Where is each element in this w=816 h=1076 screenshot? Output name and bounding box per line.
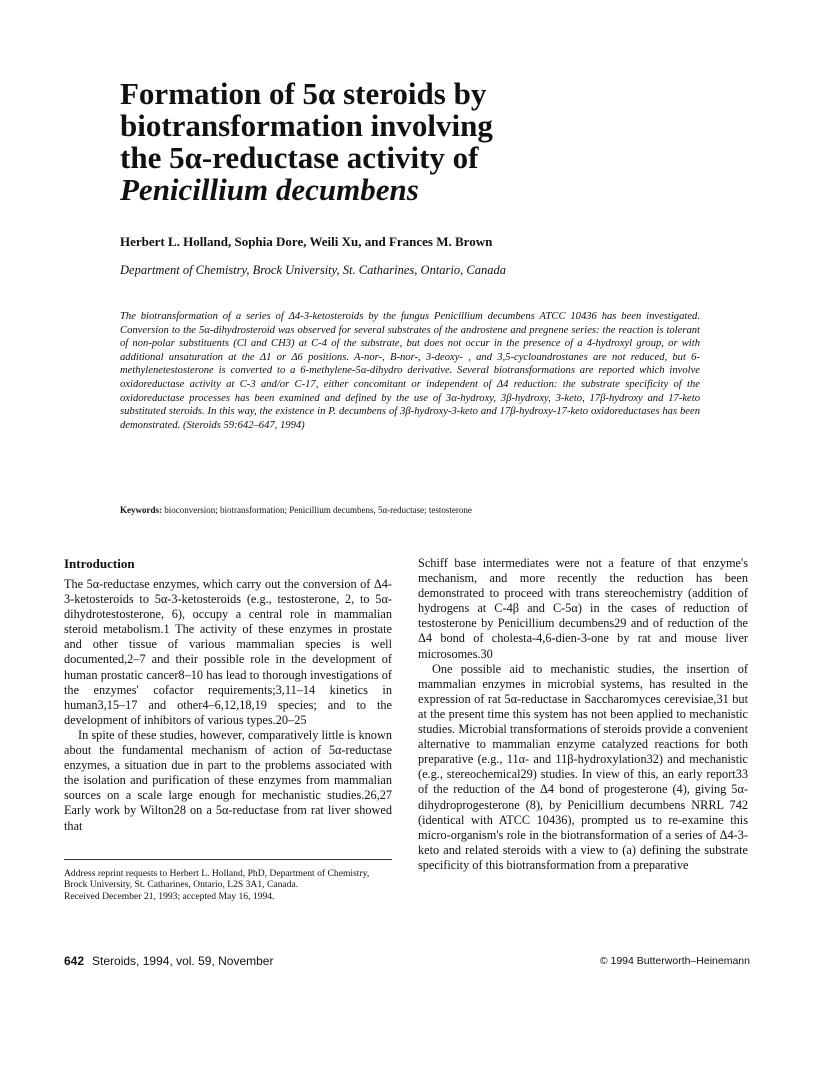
page-number: 642 bbox=[64, 954, 85, 968]
page-footer-left bbox=[64, 954, 273, 968]
article-title bbox=[120, 78, 640, 206]
copyright: © 1994 Butterworth–Heinemann bbox=[599, 955, 750, 967]
right-column bbox=[418, 556, 748, 873]
intro-paragraph-1: The 5α-reductase enzymes, which carry out the conversion of Δ4-3-ketosteroids to 5α-3-ketosteroids (e.g., testosterone, 2, to 5α-dihydrotestosterone, 6), occupy a central role in mammalian steroid metabolism.1 The activity of these enzymes in prostate and other tissue of various mammalian species is well documented,2–7 and their possible role in the development of human prostatic cancer8–10 has lead to thorough investigations of the enzymes' cofactor requirements;3,11–14 kinetics in human3,15–17 and other4–6,12,18,19 species; and to the development of inhibitors of various types.20–25 bbox=[64, 577, 392, 727]
left-column bbox=[64, 556, 392, 834]
title-line-4: Penicillium decumbens bbox=[120, 172, 419, 207]
right-paragraph-1: Schiff base intermediates were not a feature of that enzyme's mechanism, and more recently the reduction has been demonstrated to proceed with trans stereochemistry (addition of hydrogens at C-4β and C-5α) in the cases of reduction of testosterone by Penicillium decumbens29 and of reduction of the Δ4 bond of cholesta-4,6-dien-3-one by rat and mouse liver microsomes.30 bbox=[418, 556, 748, 661]
footnote bbox=[64, 868, 394, 902]
title-line-3: the 5α-reductase activity of bbox=[120, 140, 479, 175]
keywords bbox=[120, 505, 720, 515]
footnote-divider bbox=[64, 859, 392, 860]
keywords-label: Keywords: bbox=[120, 505, 162, 515]
keywords-text: bioconversion; biotransformation; Penicillium decumbens, 5α-reductase; testosterone bbox=[164, 505, 472, 515]
footnote-received: Received December 21, 1993; accepted May 16, 1994. bbox=[64, 890, 275, 902]
title-line-2: biotransformation involving bbox=[120, 108, 493, 143]
right-paragraph-2: One possible aid to mechanistic studies, the insertion of mammalian enzymes in microbial systems, has resulted in the expression of rat 5α-reductase in Saccharomyces cerevisiae,31 but at the present time this system has not been applied to mechanistic studies. Microbial transformations of steroids provide a convenient alternative to mammalian enzyme catalyzed reactions for both preparative (e.g., 11α- and 11β-hydroxylation32) and mechanistic (e.g., stereochemical29) studies. In view of this, an early report33 of the reduction of the Δ4 bond of progesterone (4), giving 5α-dihydroprogesterone (8), by Penicillium decumbens NRRL 742 (identical with ATCC 10436), prompted us to re-examine this micro-organism's role in the biotransformation of a series of Δ4-3-keto and related steroids with a view to (a) defining the substrate specificity of this biotransformation from a preparative bbox=[418, 661, 748, 872]
section-heading-introduction: Introduction bbox=[64, 556, 135, 571]
abstract: The biotransformation of a series of Δ4-3-ketosteroids by the fungus Penicillium decumbens ATCC 10436 has been investigated. Conversion to the 5α-dihydrosteroid was observed for several substrates of the androstene and pregnene series: the reaction is tolerant of non-polar substituents (Cl and CH3) at C-4 of the substrate, but does not occur in the presence of a 4-hydroxyl group, or with additional unsaturation at the Δ1 or Δ6 positions. A-nor-, B-nor-, 3-deoxy- , and 3,5-cycloandrostanes are not reduced, but 6-methylenetestosterone is converted to a 6-methylene-5α-dihydro derivative. Several biotransformations are reported which involve oxidoreductase activity at C-3 and/or C-17, either concomitant or independent of Δ4 reduction: the substrate specificity of the oxidoreductase processes has been examined and defined by the use of 3α-hydroxy, 3β-hydroxy, 3-keto, 17β-hydroxy and 17-keto substituted steroids. In this way, the existence in P. decumbens of 3β-hydroxy-3-keto and 17β-hydroxy-17-keto oxidoreductases has been demonstrated. (Steroids 59:642–647, 1994) bbox=[120, 311, 700, 431]
intro-paragraph-2: In spite of these studies, however, comparatively little is known about the fundamental mechanism of action of 5α-reductase enzymes, a situation due in part to the problems associated with the isolation and purification of these enzymes from mammalian sources on a scale large enough for mechanistic studies.26,27 Early work by Wilton28 on a 5α-reductase from rat liver showed that bbox=[64, 727, 392, 833]
affiliation: Department of Chemistry, Brock University, St. Catharines, Ontario, Canada bbox=[120, 263, 506, 277]
journal-citation: Steroids, 1994, vol. 59, November bbox=[92, 954, 274, 968]
authors: Herbert L. Holland, Sophia Dore, Weili Xu, and Frances M. Brown bbox=[120, 234, 493, 249]
footnote-address: Address reprint requests to Herbert L. Holland, PhD, Department of Chemistry, Brock University, St. Catharines, Ontario, L2S 3A1, Canada. bbox=[64, 868, 370, 891]
title-line-1: Formation of 5α steroids by bbox=[120, 76, 487, 111]
